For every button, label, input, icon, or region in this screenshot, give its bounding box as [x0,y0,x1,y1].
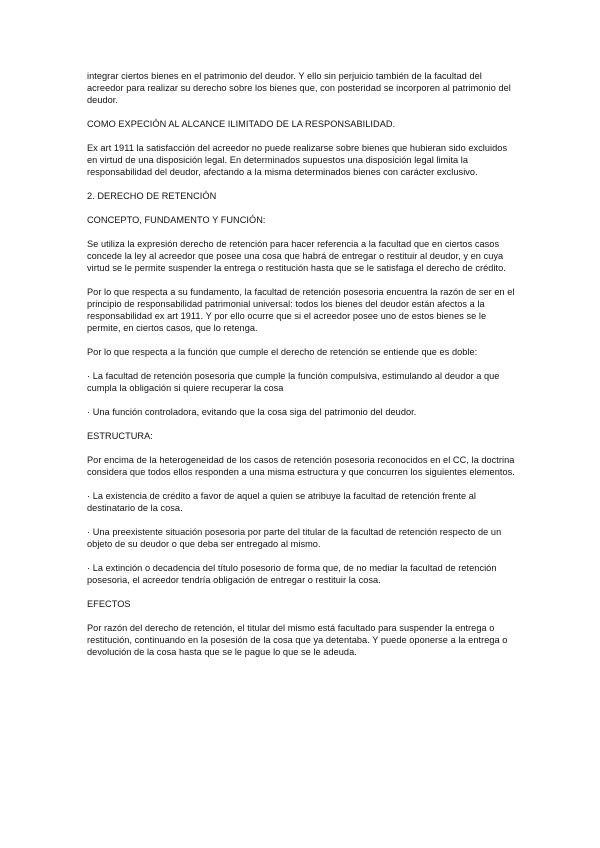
bullet-possession: · Una preexistente situación posesoria por parte del titular de la facultad de retención respecto de un objeto de su deudor o que deba ser entregado al mismo. [87,527,502,549]
paragraph-function-intro: Por lo que respecta a la función que cumple el derecho de retención se entiende que es doble: [87,347,478,357]
subheading-structure: ESTRUCTURA: [87,431,153,441]
document-page [87,70,517,670]
section-heading-retention: 2. DERECHO DE RETENCIÓN [87,191,217,201]
paragraph-continuation: integrar ciertos bienes en el patrimonio del deudor. Y ello sin perjuicio también de la facultad del acreedor para realizar su derecho sobre los bienes que, con posteridad se incorporen al patrimonio del deudor. [87,71,511,105]
subheading-effects: EFECTOS [87,599,131,609]
bullet-title-extinction: · La extinción o decadencia del título posesorio de forma que, de no mediar la facultad de retención posesoria, el acreedor tendría obligación de entregar o restituir la cosa. [87,563,497,585]
subheading-concept: CONCEPTO, FUNDAMENTO Y FUNCIÓN: [87,215,266,225]
paragraph-art-1911: Ex art 1911 la satisfacción del acreedor no puede realizarse sobre bienes que hubieran sido excluidos en virtud de una disposición legal. En determinados supuestos una disposición legal limita la responsabilidad del deudor, afectando a la misma determinados bienes con carácter exclusivo. [87,143,508,177]
bullet-controlling-function: · Una función controladora, evitando que la cosa siga del patrimonio del deudor. [87,407,417,417]
paragraph-effects: Por razón del derecho de retención, el titular del mismo está facultado para suspender la entrega o restitución, continuando en la posesión de la cosa que ya detentaba. Y puede oponerse a la entrega o devolución de la cosa hasta que se le pague lo que se le adeuda. [87,623,508,657]
bullet-credit-existence: · La existencia de crédito a favor de aquel a quien se atribuye la facultad de retención frente al destinatario de la cosa. [87,491,476,513]
paragraph-structure: Por encima de la heterogeneidad de los casos de retención posesoria reconocidos en el CC, la doctrina considera que todos ellos responden a una misma estructura y que concurren los siguientes elementos. [87,455,515,477]
section-heading-limitation: COMO EXPECIÓN AL ALCANCE ILIMITADO DE LA RESPONSABILIDAD. [87,119,396,129]
bullet-compulsive-function: · La facultad de retención posesoria que cumple la función compulsiva, estimulando al deudor a que cumpla la obligación si quiere recuperar la cosa [87,371,500,393]
paragraph-foundation: Por lo que respecta a su fundamento, la facultad de retención posesoria encuentra la razón de ser en el principio de responsabilidad patrimonial universal: todos los bienes del deudor están afectos a la responsabilidad ex art 1911. Y por ello ocurre que si el acreedor posee uno de estos bienes se le permite, en ciertos casos, que lo retenga. [87,287,515,333]
paragraph-concept: Se utiliza la expresión derecho de retención para hacer referencia a la facultad que en ciertos casos concede la ley al acreedor que posee una cosa que habrá de entregar o restituir al deudor, y en cuya virtud se le permite suspender la entrega o restitución hasta que se le satisfaga el derecho de crédito. [87,239,506,273]
